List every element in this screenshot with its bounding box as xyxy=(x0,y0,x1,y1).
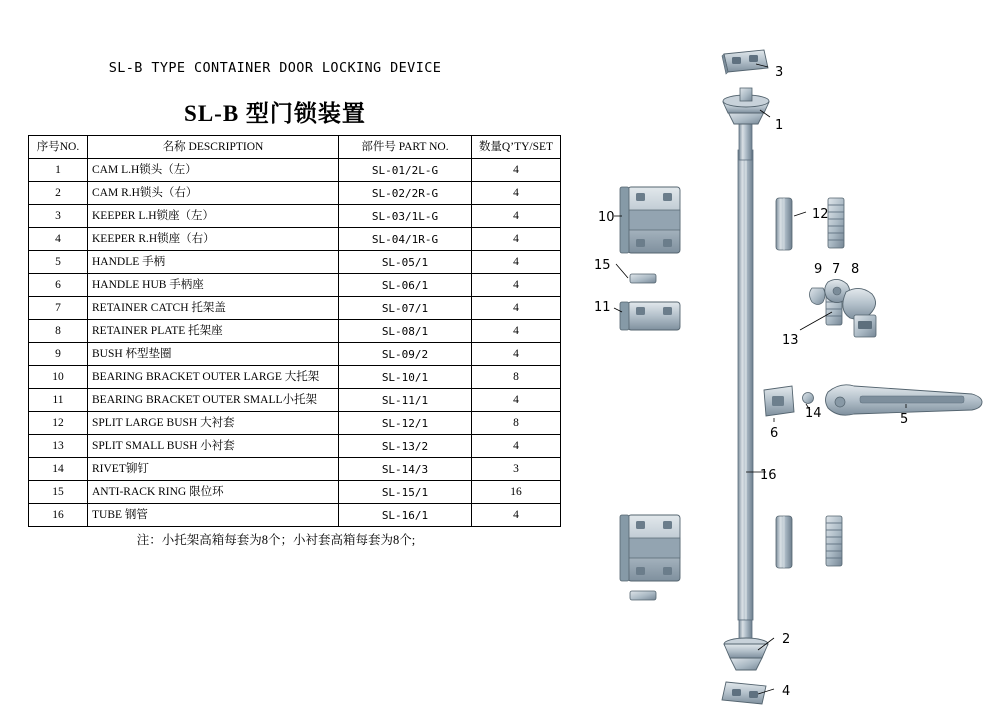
part-bearing-bracket-small-11 xyxy=(620,302,680,330)
table-row xyxy=(29,412,561,435)
exploded-assembly-diagram xyxy=(560,20,990,710)
cell-qty: 4 xyxy=(472,205,561,228)
table-note: 注：小托架高箱每套为8个；小衬套高箱每套为8个; xyxy=(136,533,416,547)
cell-no: 3 xyxy=(29,205,88,228)
cell-no: 11 xyxy=(29,389,88,412)
part-bearing-bracket-large-10 xyxy=(620,187,680,253)
cell-part-no: SL-11/1 xyxy=(339,389,472,412)
cell-description: CAM R.H锁头（右） xyxy=(88,182,339,205)
callout-8: 8 xyxy=(851,262,860,277)
cell-no: 5 xyxy=(29,251,88,274)
table-row xyxy=(29,366,561,389)
cell-qty: 4 xyxy=(472,320,561,343)
cell-qty: 4 xyxy=(472,504,561,527)
page-title-chinese: SL-B 型门锁装置 xyxy=(184,101,366,126)
callout-10: 10 xyxy=(598,210,615,225)
cell-qty: 4 xyxy=(472,389,561,412)
table-row xyxy=(29,504,561,527)
cell-description: SPLIT LARGE BUSH 大衬套 xyxy=(88,412,339,435)
callout-15: 15 xyxy=(594,258,611,273)
cell-part-no: SL-15/1 xyxy=(339,481,472,504)
cell-description: HANDLE HUB 手柄座 xyxy=(88,274,339,297)
cell-part-no: SL-01/2L-G xyxy=(339,159,472,182)
cell-part-no: SL-03/1L-G xyxy=(339,205,472,228)
cell-qty: 4 xyxy=(472,274,561,297)
cell-description: HANDLE 手柄 xyxy=(88,251,339,274)
table-row xyxy=(29,159,561,182)
cell-no: 14 xyxy=(29,458,88,481)
table-body xyxy=(29,159,561,527)
table-header-row xyxy=(29,136,561,159)
table-row xyxy=(29,343,561,366)
cell-no: 16 xyxy=(29,504,88,527)
cell-no: 10 xyxy=(29,366,88,389)
cell-description: TUBE 钢管 xyxy=(88,504,339,527)
cell-qty: 8 xyxy=(472,366,561,389)
cell-part-no: SL-04/1R-G xyxy=(339,228,472,251)
callout-9: 9 xyxy=(814,262,823,277)
part-keeper-4 xyxy=(722,682,766,704)
parts-table xyxy=(28,135,561,527)
column-header-description: 名称 DESCRIPTION xyxy=(88,136,339,159)
cell-qty: 4 xyxy=(472,159,561,182)
cell-part-no: SL-13/2 xyxy=(339,435,472,458)
cell-part-no: SL-06/1 xyxy=(339,274,472,297)
column-header-qty: 数量Q’TY/SET xyxy=(472,136,561,159)
cell-no: 7 xyxy=(29,297,88,320)
part-tube-16 xyxy=(738,150,753,620)
cell-part-no: SL-09/2 xyxy=(339,343,472,366)
part-rivet-14 xyxy=(803,393,814,404)
cell-description: KEEPER L.H锁座（左） xyxy=(88,205,339,228)
cell-no: 13 xyxy=(29,435,88,458)
part-cam-2 xyxy=(724,620,768,670)
callout-11: 11 xyxy=(594,300,611,315)
cell-no: 9 xyxy=(29,343,88,366)
cell-qty: 4 xyxy=(472,251,561,274)
cell-part-no: SL-12/1 xyxy=(339,412,472,435)
table-row xyxy=(29,205,561,228)
cell-part-no: SL-10/1 xyxy=(339,366,472,389)
cell-part-no: SL-02/2R-G xyxy=(339,182,472,205)
cell-description: CAM L.H锁头（左） xyxy=(88,159,339,182)
cell-description: RIVET铆钉 xyxy=(88,458,339,481)
part-bearing-bracket-large-lower xyxy=(620,515,680,581)
cell-qty: 4 xyxy=(472,228,561,251)
cell-description: BEARING BRACKET OUTER SMALL小托架 xyxy=(88,389,339,412)
cell-description: BUSH 杯型垫圈 xyxy=(88,343,339,366)
table-row xyxy=(29,297,561,320)
table-row xyxy=(29,251,561,274)
part-split-small-bush-13 xyxy=(826,295,842,566)
cell-part-no: SL-08/1 xyxy=(339,320,472,343)
cell-part-no: SL-07/1 xyxy=(339,297,472,320)
cell-description: KEEPER R.H锁座（右） xyxy=(88,228,339,251)
callout-12: 12 xyxy=(812,207,829,222)
callout-3: 3 xyxy=(775,65,784,80)
cell-part-no: SL-16/1 xyxy=(339,504,472,527)
cell-qty: 8 xyxy=(472,412,561,435)
cell-description: RETAINER PLATE 托架座 xyxy=(88,320,339,343)
cell-qty: 4 xyxy=(472,343,561,366)
callout-16: 16 xyxy=(760,468,777,483)
part-split-large-bush-12 xyxy=(776,198,792,568)
callout-1: 1 xyxy=(775,118,784,133)
table-row xyxy=(29,228,561,251)
table-row xyxy=(29,320,561,343)
table-row xyxy=(29,435,561,458)
cell-no: 1 xyxy=(29,159,88,182)
callout-7: 7 xyxy=(832,262,841,277)
cell-qty: 4 xyxy=(472,182,561,205)
cell-no: 4 xyxy=(29,228,88,251)
callout-14: 14 xyxy=(805,406,822,421)
callout-4: 4 xyxy=(782,684,791,699)
cell-description: ANTI-RACK RING 限位环 xyxy=(88,481,339,504)
cell-qty: 3 xyxy=(472,458,561,481)
table-row xyxy=(29,458,561,481)
column-header-part-no: 部件号 PART NO. xyxy=(339,136,472,159)
leader-lines xyxy=(614,64,909,694)
table-row xyxy=(29,481,561,504)
callout-13: 13 xyxy=(782,333,799,348)
cell-no: 12 xyxy=(29,412,88,435)
part-handle-hub-6 xyxy=(764,386,794,416)
part-cam-1 xyxy=(723,88,769,160)
cell-description: SPLIT SMALL BUSH 小衬套 xyxy=(88,435,339,458)
part-keeper-3 xyxy=(722,50,768,74)
part-handle-5 xyxy=(826,385,983,415)
cell-no: 2 xyxy=(29,182,88,205)
table-row xyxy=(29,389,561,412)
cell-description: RETAINER CATCH 托架盖 xyxy=(88,297,339,320)
cell-no: 8 xyxy=(29,320,88,343)
part-retainer-plate-8 xyxy=(843,288,876,337)
part-bush-9 xyxy=(810,288,826,305)
cell-qty: 4 xyxy=(472,435,561,458)
cell-qty: 4 xyxy=(472,297,561,320)
cell-qty: 16 xyxy=(472,481,561,504)
cell-no: 6 xyxy=(29,274,88,297)
cell-part-no: SL-14/3 xyxy=(339,458,472,481)
table-row xyxy=(29,182,561,205)
callout-6: 6 xyxy=(770,426,779,441)
part-split-bush-ribbed-upper xyxy=(828,198,844,248)
callout-5: 5 xyxy=(900,412,909,427)
callout-2: 2 xyxy=(782,632,791,647)
table-row xyxy=(29,274,561,297)
cell-part-no: SL-05/1 xyxy=(339,251,472,274)
cell-no: 15 xyxy=(29,481,88,504)
cell-description: BEARING BRACKET OUTER LARGE 大托架 xyxy=(88,366,339,389)
page-title-english: SL-B TYPE CONTAINER DOOR LOCKING DEVICE xyxy=(108,60,442,76)
column-header-no: 序号NO. xyxy=(29,136,88,159)
